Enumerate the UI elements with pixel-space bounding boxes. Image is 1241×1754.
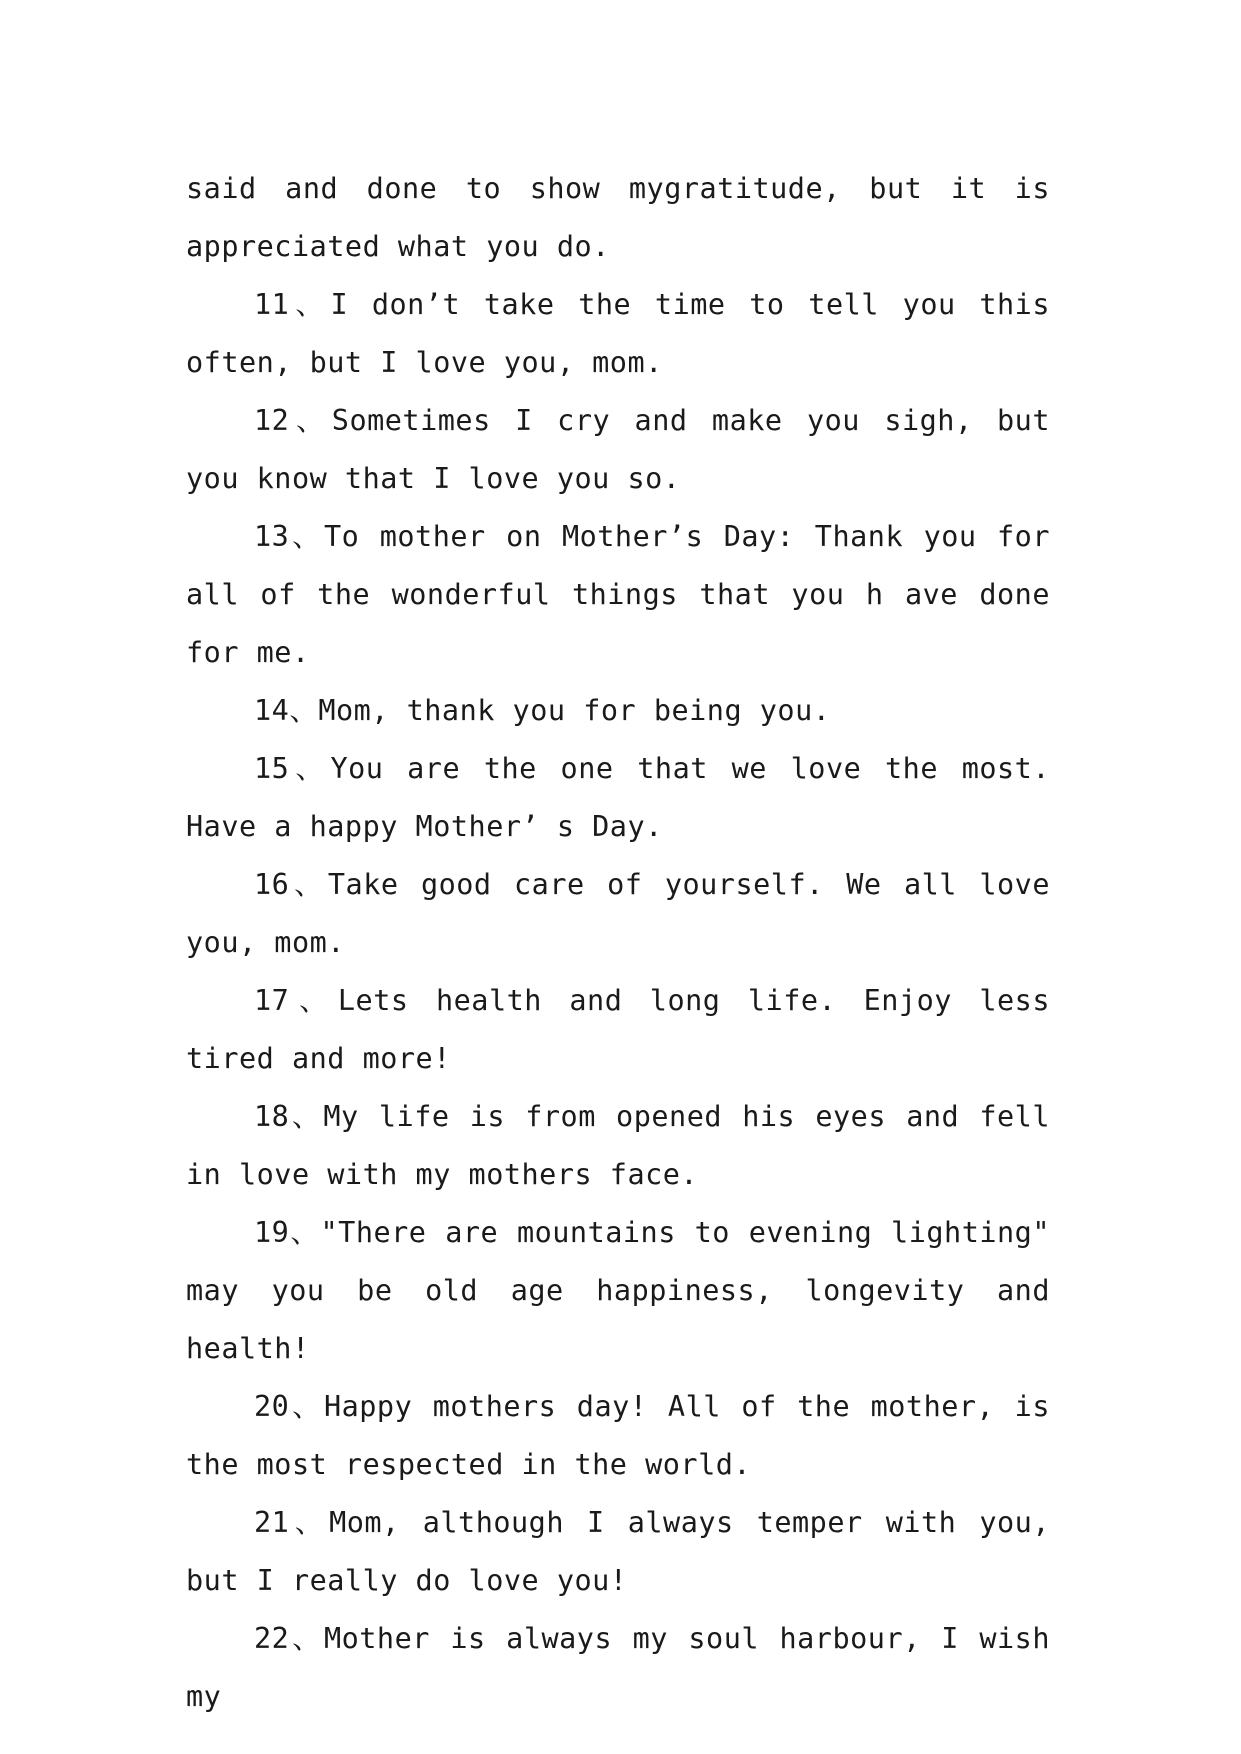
paragraph-item-15: 15、You are the one that we love the most. Have a happy Mother’ s Day. — [186, 752, 1050, 843]
paragraph-item-22: 22、Mother is always my soul harbour, I wish my — [186, 1622, 1050, 1713]
paragraph-item-13: 13、To mother on Mother’s Day: Thank you for all of the wonderful things that you h ave done for me. — [186, 520, 1050, 669]
paragraph-item-11: 11、I don’t take the time to tell you this often, but I love you, mom. — [186, 288, 1050, 379]
paragraph-item-19: 19、"There are mountains to evening lighting" may you be old age happiness, longevity and health! — [186, 1216, 1050, 1365]
paragraph-item-12: 12、Sometimes I cry and make you sigh, but you know that I love you so. — [186, 404, 1050, 495]
paragraph-continuation: said and done to show mygratitude, but it is appreciated what you do. — [186, 172, 1050, 263]
paragraph-item-18: 18、My life is from opened his eyes and fell in love with my mothers face. — [186, 1100, 1050, 1191]
paragraph-item-14: 14、Mom, thank you for being you. — [254, 694, 831, 727]
document-body — [186, 160, 1050, 1726]
paragraph-item-20: 20、Happy mothers day! All of the mother, is the most respected in the world. — [186, 1390, 1050, 1481]
paragraph-item-21: 21、Mom, although I always temper with you, but I really do love you! — [186, 1506, 1050, 1597]
paragraph-item-17: 17、Lets health and long life. Enjoy less tired and more! — [186, 984, 1050, 1075]
paragraph-item-16: 16、Take good care of yourself. We all love you, mom. — [186, 868, 1050, 959]
